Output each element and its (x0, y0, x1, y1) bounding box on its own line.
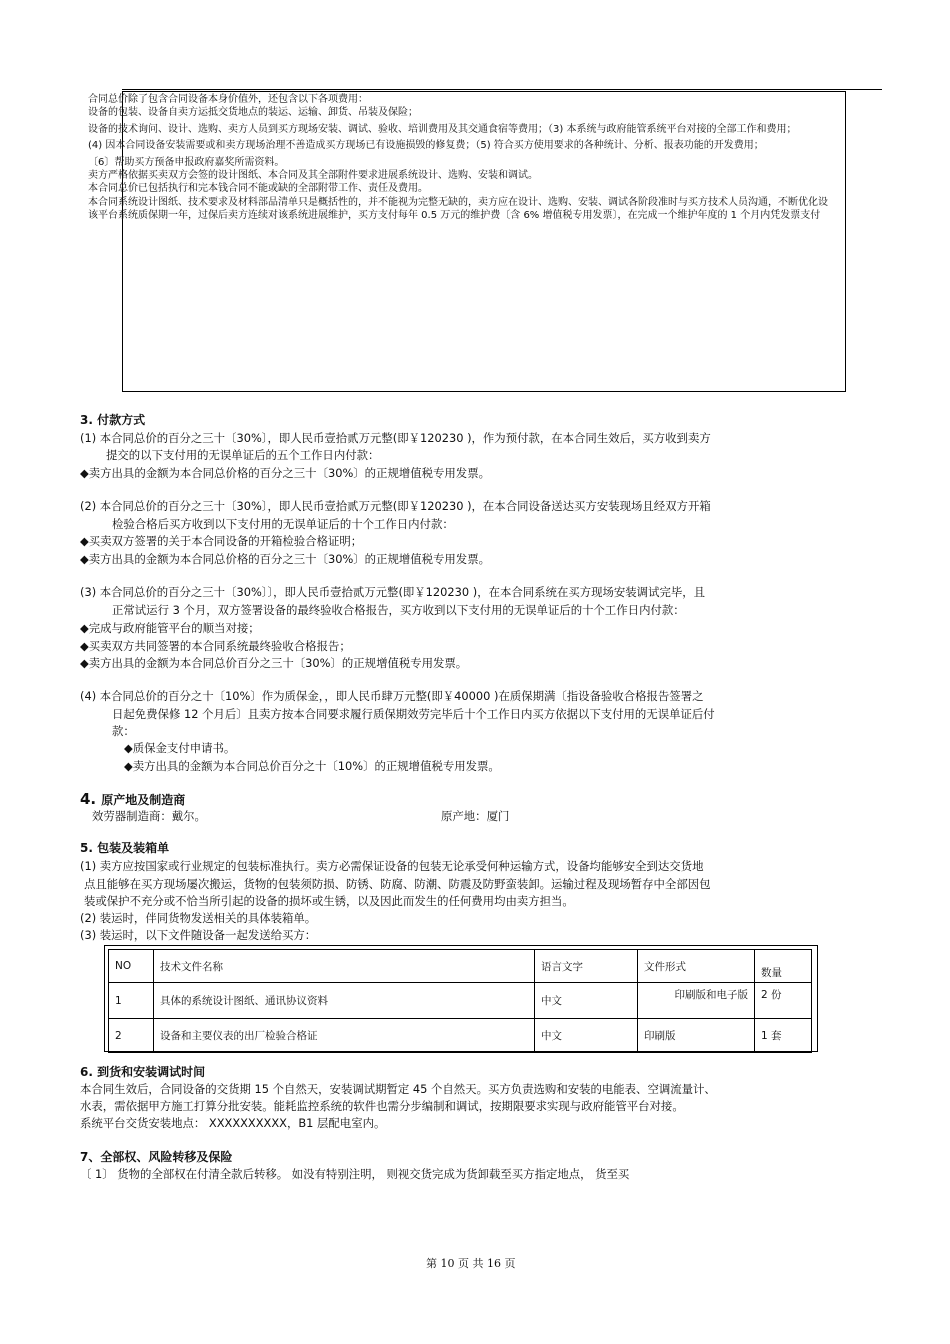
table-cell: 2 份 (755, 983, 812, 1019)
packing-line: (1) 卖方应按国家或行业规定的包装标准执行。卖方必需保证设备的包装无论承受何种运输方式，设备均能够安全到达交货地 (80, 859, 704, 873)
payment-2-line: ◆买卖双方签署的关于本合同设备的开箱检验合格证明； (80, 534, 363, 548)
table-header: NO (109, 950, 154, 983)
payment-3-line: (3) 本合同总价的百分之三十〔30%〕〕，即人民币壹拾贰万元整(即￥120230 )，在本合同系统在买方现场安装调试完毕，且 (80, 585, 706, 599)
payment-4-line: 款： (112, 724, 135, 738)
table-cell: 中文 (535, 983, 638, 1019)
ownership-line: 〔 1〕 货物的全部权在付清全款后转移。 如没有特别注明， 则视交货完成为货卸载至买方指定地点， 货至买 (80, 1167, 630, 1181)
table-header: 数量 (755, 950, 812, 983)
packing-line: (2) 装运时，伴同货物发送相关的具体装箱单。 (80, 911, 317, 925)
payment-3-line: ◆完成与政府能管平台的顺当对接； (80, 621, 260, 635)
clause-line: 本合同总价已包括执行和完本钱合同不能或缺的全部附带工作、责任及费用。 (88, 183, 428, 195)
payment-4-line: ◆卖方出具的金额为本合同总价百分之十〔10%〕的正规增值税专用发票。 (124, 759, 500, 773)
payment-3-line: ◆买卖双方共同签署的本合同系统最终验收合格报告； (80, 639, 351, 653)
clause-line: 本合同系统设计图纸、技术要求及材料部品清单只是概括性的，并不能视为完整无缺的，卖方应在设计、选购、安装、调试各阶段准时与买方技术人员沟通，不断优化设 (88, 196, 828, 208)
packing-line: 装或保护不充分或不恰当所引起的设备的损坏或生锈，以及因此而发生的任何费用均由卖方担当。 (84, 894, 574, 908)
table-cell: 印刷版 (638, 1019, 755, 1053)
section-3-title: 3. 付款方式 (80, 413, 146, 427)
table-cell: 1 套 (755, 1019, 812, 1053)
clause-line: 该平台系统质保期一年，过保后卖方连续对该系统进展维护，买方支付每年 0.5 万元的维护费〔含 6% 增值税专用发票〕，在完成一个维护年度的 1 个月内凭发票支付 (88, 210, 821, 222)
payment-4-line: ◆质保金支付申请书。 (124, 741, 236, 755)
table-cell: 具体的系统设计图纸、通讯协议资料 (154, 983, 535, 1019)
table-row (109, 1019, 812, 1053)
clause-line: 卖方严格依据买卖双方会签的设计图纸、本合同及其全部附件要求进展系统设计、选购、安装和调试。 (88, 170, 538, 182)
table-cell: 印刷版和电子版 (638, 983, 755, 1019)
table-header: 文件形式 (638, 950, 755, 983)
table-header: 技术文件名称 (154, 950, 535, 983)
table-cell: 设备和主要仪表的出厂检验合格证 (154, 1019, 535, 1053)
clause-line: 合同总价除了包含合同设备本身价值外，还包含以下各项费用： (88, 94, 368, 105)
section-7-title: 7、全部权、风险转移及保险 (80, 1150, 233, 1164)
document-table (104, 945, 818, 1052)
packing-line: 点且能够在买方现场屡次搬运，货物的包装须防损、防锈、防腐、防潮、防震及防野蛮装卸。运输过程及现场暂存中全部因包 (84, 877, 711, 891)
page-number: 第 10 页 共 16 页 (426, 1257, 516, 1270)
origin-place: 原产地：厦门 (441, 809, 510, 823)
payment-3-line: ◆卖方出具的金额为本合同总价百分之三十〔30%〕的正规增值税专用发票。 (80, 656, 468, 670)
top-rule (122, 89, 882, 90)
delivery-line: 水表，需依据甲方施工打算分批安装。能耗监控系统的软件也需分步编制和调试，按期限要求实现与政府能管平台对接。 (80, 1099, 684, 1113)
payment-1-line: ◆卖方出具的金额为本合同总价格的百分之三十〔30%〕的正规增值税专用发票。 (80, 466, 490, 480)
section-4-title (80, 789, 185, 808)
packing-line: (3) 装运时，以下文件随设备一起发送给买方： (80, 928, 317, 942)
section-4-heading: 原产地及制造商 (101, 793, 186, 807)
clause-line: (4) 因本合同设备安装需要或和卖方现场治理不善造成买方现场已有设施损毁的修复费；（5) 符合买方使用要求的各种统计、分析、报表功能的开发费用； (88, 140, 764, 152)
payment-2-line: (2) 本合同总价的百分之三十〔30%〕，即人民币壹拾贰万元整(即￥120230 )，在本合同设备送达买方安装现场且经双方开箱 (80, 499, 711, 513)
payment-3-line: 正常试运行 3 个月，双方签署设备的最终验收合格报告，买方收到以下支付用的无误单证后的十个工作日内付款： (112, 603, 685, 617)
table-row (109, 983, 812, 1019)
table-cell: 中文 (535, 1019, 638, 1053)
server-maker: 效劳器制造商：戴尔。 (92, 809, 206, 823)
payment-2-line: 检验合格后买方收到以下支付用的无误单证后的十个工作日内付款： (112, 517, 454, 531)
table-header-row (109, 950, 812, 983)
clause-line: 设备的技术询问、设计、选购、卖方人员到买方现场安装、调试、验收、培训费用及其交通食宿等费用；（3) 本系统与政府能管系统平台对接的全部工作和费用； (88, 123, 797, 135)
clause-line: 〔6〕帮助买方预备申报政府嘉奖所需资料。 (88, 156, 285, 168)
payment-1-line: (1) 本合同总价的百分之三十〔30%〕，即人民币壹拾贰万元整(即￥120230 )，作为预付款，在本合同生效后，买方收到卖方 (80, 431, 711, 445)
section-4-number: 4. (80, 790, 97, 808)
payment-1-line: 提交的以下支付用的无误单证后的五个工作日内付款： (106, 448, 380, 462)
payment-4-line: (4) 本合同总价的百分之十〔10%〕作为质保金，，即人民币肆万元整(即￥40000 )在质保期满〔指设备验收合格报告签署之 (80, 689, 704, 703)
delivery-line: 系统平台交货安装地点： XXXXXXXXXX，B1 层配电室内。 (80, 1116, 386, 1130)
table-cell: 1 (109, 983, 154, 1019)
payment-2-line: ◆卖方出具的金额为本合同总价格的百分之三十〔30%〕的正规增值税专用发票。 (80, 552, 490, 566)
table-header: 语言文字 (535, 950, 638, 983)
table-cell: 2 (109, 1019, 154, 1053)
clause-line: 设备的包装、设备自卖方运抵交货地点的装运、运输、卸货、吊装及保险； (88, 107, 418, 119)
fee-clause-text (88, 93, 950, 223)
section-5-title: 5. 包装及装箱单 (80, 841, 170, 855)
payment-4-line: 日起免费保修 12 个月后〕且卖方按本合同要求履行质保期效劳完毕后十个工作日内买方依据以下支付用的无误单证后付 (112, 707, 715, 721)
delivery-line: 本合同生效后，合同设备的交货期 15 个自然天，安装调试期暂定 45 个自然天。买方负责选购和安装的电能表、空调流量计、 (80, 1082, 716, 1096)
section-6-title: 6. 到货和安装调试时间 (80, 1065, 206, 1079)
